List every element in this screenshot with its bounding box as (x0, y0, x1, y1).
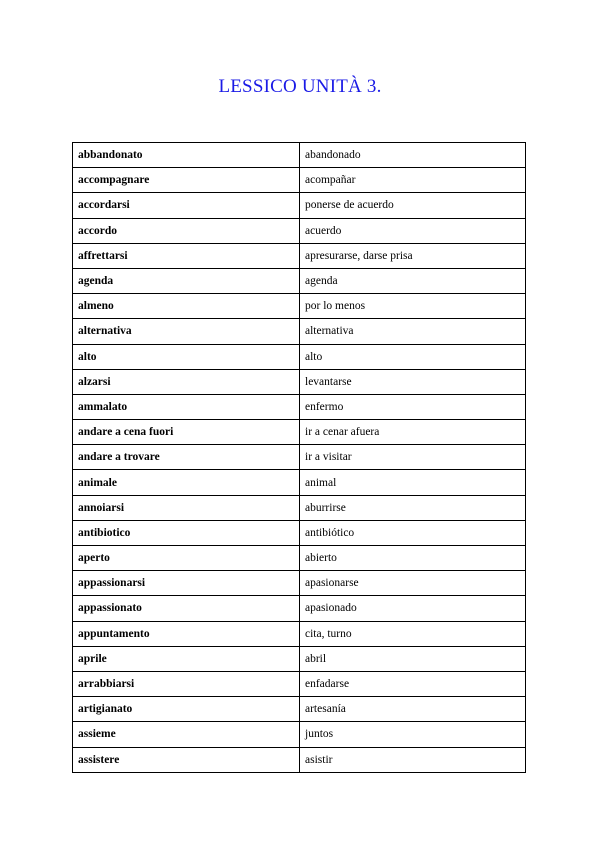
table-row (73, 621, 526, 646)
table-row (73, 470, 526, 495)
table-row (73, 596, 526, 621)
spanish-translation: abril (300, 646, 526, 671)
italian-term: alzarsi (73, 369, 300, 394)
table-row (73, 193, 526, 218)
spanish-translation: acompañar (300, 168, 526, 193)
spanish-translation: ir a cenar afuera (300, 420, 526, 445)
italian-term: accordo (73, 218, 300, 243)
spanish-translation: ir a visitar (300, 445, 526, 470)
table-row (73, 546, 526, 571)
table-row (73, 394, 526, 419)
spanish-translation: aburrirse (300, 495, 526, 520)
spanish-translation: juntos (300, 722, 526, 747)
spanish-translation: abierto (300, 546, 526, 571)
table-row (73, 495, 526, 520)
spanish-translation: por lo menos (300, 294, 526, 319)
table-row (73, 143, 526, 168)
spanish-translation: asistir (300, 747, 526, 772)
spanish-translation: alternativa (300, 319, 526, 344)
spanish-translation: enfermo (300, 394, 526, 419)
table-row (73, 168, 526, 193)
italian-term: assistere (73, 747, 300, 772)
spanish-translation: apasionado (300, 596, 526, 621)
spanish-translation: alto (300, 344, 526, 369)
italian-term: assieme (73, 722, 300, 747)
italian-term: antibiotico (73, 520, 300, 545)
table-row (73, 319, 526, 344)
italian-term: affrettarsi (73, 243, 300, 268)
spanish-translation: ponerse de acuerdo (300, 193, 526, 218)
italian-term: ammalato (73, 394, 300, 419)
table-row (73, 218, 526, 243)
italian-term: aperto (73, 546, 300, 571)
italian-term: arrabbiarsi (73, 671, 300, 696)
spanish-translation: abandonado (300, 143, 526, 168)
italian-term: appassionarsi (73, 571, 300, 596)
italian-term: accompagnare (73, 168, 300, 193)
spanish-translation: agenda (300, 268, 526, 293)
spanish-translation: acuerdo (300, 218, 526, 243)
spanish-translation: enfadarse (300, 671, 526, 696)
table-row (73, 520, 526, 545)
table-row (73, 420, 526, 445)
spanish-translation: apresurarse, darse prisa (300, 243, 526, 268)
table-row (73, 369, 526, 394)
italian-term: annoiarsi (73, 495, 300, 520)
italian-term: accordarsi (73, 193, 300, 218)
table-row (73, 294, 526, 319)
spanish-translation: levantarse (300, 369, 526, 394)
italian-term: alto (73, 344, 300, 369)
table-row (73, 268, 526, 293)
table-row (73, 445, 526, 470)
italian-term: andare a trovare (73, 445, 300, 470)
table-row (73, 243, 526, 268)
table-row (73, 697, 526, 722)
italian-term: aprile (73, 646, 300, 671)
italian-term: alternativa (73, 319, 300, 344)
italian-term: agenda (73, 268, 300, 293)
table-row (73, 671, 526, 696)
spanish-translation: cita, turno (300, 621, 526, 646)
spanish-translation: animal (300, 470, 526, 495)
italian-term: almeno (73, 294, 300, 319)
italian-term: appassionato (73, 596, 300, 621)
table-row (73, 646, 526, 671)
table-row (73, 722, 526, 747)
italian-term: andare a cena fuori (73, 420, 300, 445)
table-row (73, 747, 526, 772)
italian-term: abbandonato (73, 143, 300, 168)
page-title: LESSICO UNITÀ 3. (218, 76, 382, 97)
table-row (73, 571, 526, 596)
italian-term: appuntamento (73, 621, 300, 646)
italian-term: animale (73, 470, 300, 495)
spanish-translation: artesanía (300, 697, 526, 722)
table-row (73, 344, 526, 369)
italian-term: artigianato (73, 697, 300, 722)
spanish-translation: antibiótico (300, 520, 526, 545)
vocabulary-table (72, 142, 526, 773)
spanish-translation: apasionarse (300, 571, 526, 596)
